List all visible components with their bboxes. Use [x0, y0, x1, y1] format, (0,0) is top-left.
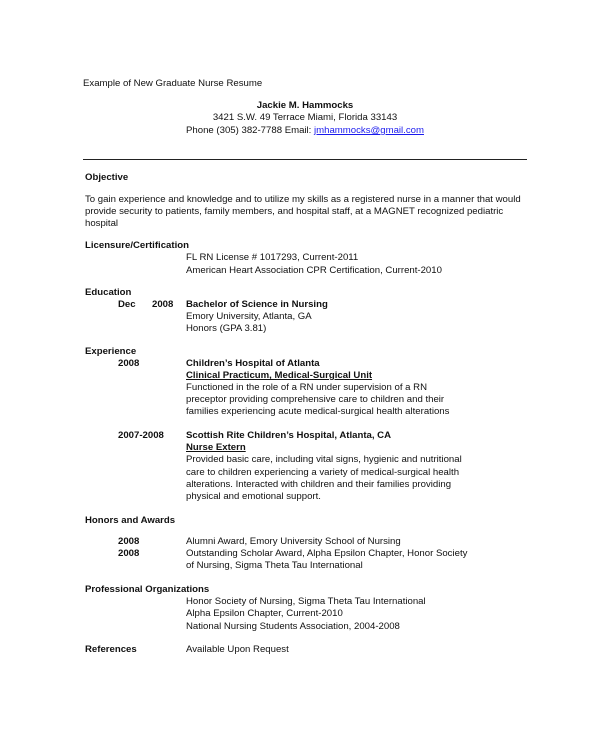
education-honors: Honors (GPA 3.81) — [186, 323, 267, 334]
job-date: 2008 — [118, 358, 140, 369]
organization-item: Honor Society of Nursing, Sigma Theta Tau International — [186, 596, 426, 607]
objective-line: provide security to patients, family members, and hospital staff, at a MAGNET recognized pediatric — [85, 206, 504, 217]
header-divider — [83, 159, 527, 160]
honor-year: 2008 — [118, 536, 140, 547]
job-employer: Children’s Hospital of Atlanta — [186, 358, 320, 369]
references-heading: References — [85, 644, 137, 655]
experience-heading: Experience — [85, 346, 137, 357]
objective-heading: Objective — [85, 172, 129, 183]
phone-label: Phone (305) 382-7788 Email: — [186, 125, 315, 136]
licensure-item: FL RN License # 1017293, Current-2011 — [186, 252, 359, 263]
education-year: 2008 — [152, 299, 174, 310]
job-description-line: Provided basic care, including vital signs, hygienic and nutritional — [186, 454, 462, 465]
applicant-address: 3421 S.W. 49 Terrace Miami, Florida 33143 — [212, 112, 398, 123]
applicant-name: Jackie M. Hammocks — [256, 100, 354, 111]
objective-line: To gain experience and knowledge and to utilize my skills as a registered nurse in a manner that would — [85, 194, 521, 205]
licensure-heading: Licensure/Certification — [85, 240, 189, 251]
education-month: Dec — [118, 299, 136, 310]
education-degree: Bachelor of Science in Nursing — [186, 299, 328, 310]
contact-line — [83, 125, 527, 137]
job-employer: Scottish Rite Children’s Hospital, Atlanta, CA — [186, 430, 392, 441]
honor-text: of Nursing, Sigma Theta Tau International — [186, 560, 363, 571]
job-description-line: preceptor providing comprehensive care to children and their — [186, 394, 445, 405]
licensure-item: American Heart Association CPR Certification, Current-2010 — [186, 265, 442, 276]
organization-item: National Nursing Students Association, 2004-2008 — [186, 621, 400, 632]
job-date: 2007-2008 — [118, 430, 164, 441]
job-description-line: physical and emotional support. — [186, 491, 321, 502]
job-description-line: families experiencing acute medical-surgical health alterations — [186, 406, 450, 417]
honors-heading: Honors and Awards — [85, 515, 176, 526]
honor-text: Outstanding Scholar Award, Alpha Epsilon Chapter, Honor Society — [186, 548, 468, 559]
education-heading: Education — [85, 287, 132, 298]
education-school: Emory University, Atlanta, GA — [186, 311, 312, 322]
job-description-line: alterations. Interacted with children and their families providing — [186, 479, 452, 490]
email-link[interactable]: jmhammocks@gmail.com — [314, 125, 424, 136]
references-value: Available Upon Request — [186, 644, 289, 655]
objective-line: hospital — [85, 218, 119, 229]
honor-year: 2008 — [118, 548, 140, 559]
job-role: Clinical Practicum, Medical-Surgical Unit — [186, 370, 373, 381]
organizations-heading: Professional Organizations — [85, 584, 210, 595]
job-description-line: care to children experiencing a variety of medical-surgical health — [186, 467, 460, 478]
job-role: Nurse Extern — [186, 442, 246, 453]
honor-text: Alumni Award, Emory University School of Nursing — [186, 536, 401, 547]
job-description-line: Functioned in the role of a RN under supervision of a RN — [186, 382, 428, 393]
document-title: Example of New Graduate Nurse Resume — [83, 78, 263, 89]
organization-item: Alpha Epsilon Chapter, Current-2010 — [186, 608, 343, 619]
